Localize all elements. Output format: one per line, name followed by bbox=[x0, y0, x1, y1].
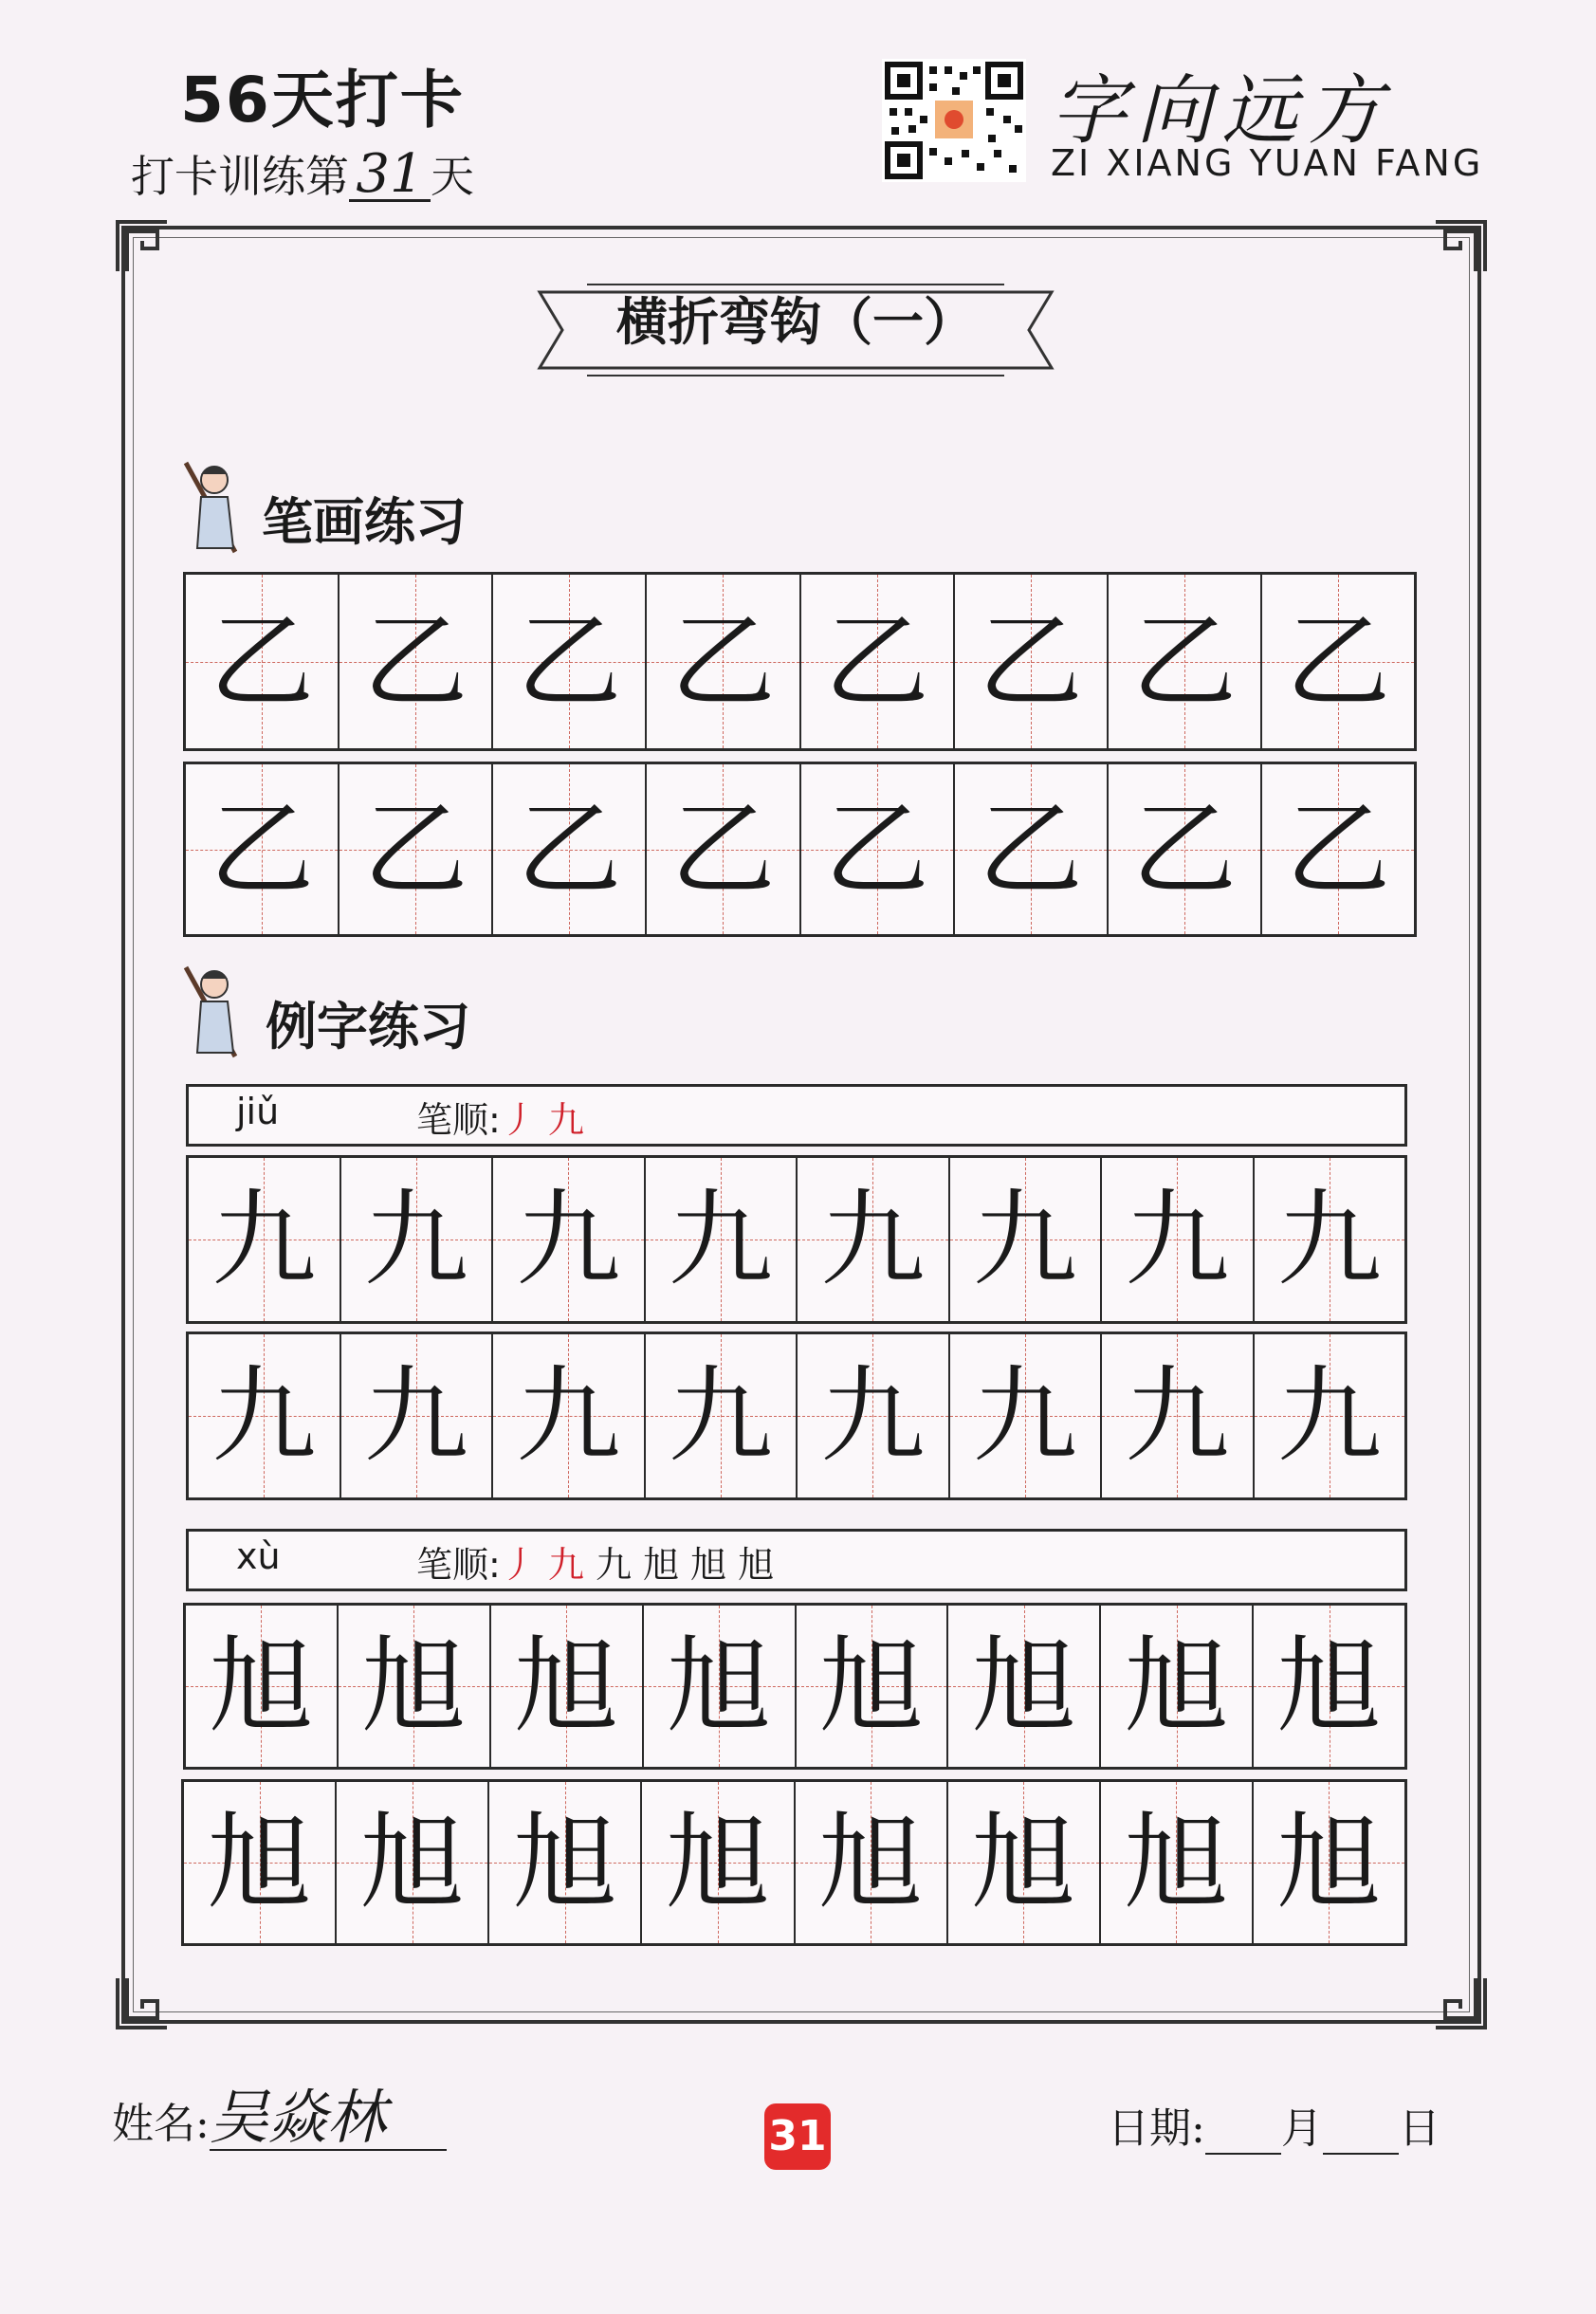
handwritten-glyph: 九 bbox=[820, 1179, 926, 1300]
day-suffix: 天 bbox=[431, 151, 474, 202]
practice-cell[interactable] bbox=[950, 1158, 1103, 1321]
model-glyph: 乙 bbox=[210, 600, 315, 723]
handwritten-glyph: 旭 bbox=[818, 1802, 924, 1923]
practice-cell[interactable] bbox=[186, 575, 339, 748]
practice-cell[interactable] bbox=[1262, 764, 1414, 934]
practice-cell[interactable] bbox=[955, 575, 1109, 748]
stroke-order bbox=[416, 1535, 774, 1588]
practice-cell[interactable] bbox=[341, 1334, 494, 1497]
handwritten-glyph: 九 bbox=[1125, 1179, 1230, 1300]
handwritten-glyph: 旭 bbox=[1276, 1625, 1382, 1747]
handwritten-glyph: 九 bbox=[211, 1355, 317, 1477]
handwritten-glyph: 乙 bbox=[363, 600, 468, 723]
practice-cell[interactable] bbox=[1255, 1334, 1405, 1497]
practice-cell[interactable] bbox=[801, 575, 955, 748]
char2-grid-row-2 bbox=[181, 1779, 1407, 1946]
practice-cell[interactable] bbox=[339, 764, 493, 934]
day-number: 31 bbox=[349, 150, 431, 202]
stroke-order-label: 笔顺: bbox=[416, 1099, 501, 1141]
handwritten-glyph: 九 bbox=[972, 1355, 1077, 1477]
practice-cell[interactable] bbox=[950, 1334, 1103, 1497]
scholar-icon bbox=[178, 958, 245, 1062]
handwritten-glyph: 旭 bbox=[667, 1625, 772, 1747]
handwritten-glyph: 九 bbox=[516, 1179, 621, 1300]
corner-ornament-icon bbox=[114, 218, 171, 275]
practice-cell[interactable] bbox=[1254, 1782, 1404, 1943]
practice-cell[interactable] bbox=[642, 1782, 795, 1943]
name-value[interactable]: 吴焱林 bbox=[210, 2086, 447, 2151]
example-practice-title: 例字练习 bbox=[266, 997, 470, 1056]
char2-grid-row-1 bbox=[183, 1603, 1407, 1770]
handwritten-glyph: 九 bbox=[1276, 1355, 1382, 1477]
practice-cell[interactable] bbox=[798, 1158, 950, 1321]
handwritten-glyph: 旭 bbox=[1124, 1625, 1229, 1747]
handwritten-glyph: 旭 bbox=[514, 1625, 619, 1747]
practice-cell[interactable] bbox=[647, 575, 800, 748]
practice-cell[interactable] bbox=[796, 1782, 948, 1943]
brand-title: 56天打卡 bbox=[180, 64, 465, 137]
practice-cell[interactable] bbox=[186, 764, 339, 934]
practice-cell[interactable] bbox=[1254, 1606, 1404, 1767]
char-info-bar bbox=[186, 1084, 1407, 1147]
practice-cell[interactable] bbox=[189, 1334, 341, 1497]
name-field bbox=[112, 2083, 447, 2152]
stroke-order bbox=[416, 1091, 584, 1143]
handwritten-glyph: 乙 bbox=[978, 788, 1083, 910]
handwritten-glyph: 九 bbox=[668, 1179, 773, 1300]
handwritten-glyph: 九 bbox=[516, 1355, 621, 1477]
corner-ornament-icon bbox=[114, 1974, 171, 2031]
stroke-order-red: 丿 九 bbox=[500, 1099, 584, 1141]
handwritten-glyph: 乙 bbox=[824, 600, 929, 723]
practice-cell[interactable] bbox=[1102, 1334, 1255, 1497]
handwritten-glyph: 旭 bbox=[1276, 1802, 1382, 1923]
practice-cell[interactable] bbox=[801, 764, 955, 934]
handwritten-glyph: 九 bbox=[820, 1355, 926, 1477]
practice-cell[interactable] bbox=[1101, 1606, 1254, 1767]
practice-cell[interactable] bbox=[644, 1606, 797, 1767]
practice-cell[interactable] bbox=[337, 1782, 489, 1943]
handwritten-glyph: 旭 bbox=[971, 1802, 1076, 1923]
handwritten-glyph: 旭 bbox=[1124, 1802, 1229, 1923]
handwritten-glyph: 乙 bbox=[517, 600, 622, 723]
date-field bbox=[1108, 2094, 1440, 2155]
practice-cell[interactable] bbox=[493, 764, 647, 934]
practice-cell[interactable] bbox=[948, 1606, 1101, 1767]
practice-cell[interactable] bbox=[339, 575, 493, 748]
stroke-practice-title: 笔画练习 bbox=[262, 492, 467, 552]
handwritten-glyph: 旭 bbox=[359, 1802, 465, 1923]
handwritten-glyph: 乙 bbox=[1285, 788, 1390, 910]
practice-cell[interactable] bbox=[1109, 764, 1262, 934]
handwritten-glyph: 乙 bbox=[1285, 600, 1390, 723]
month-blank[interactable] bbox=[1205, 2115, 1281, 2155]
handwritten-glyph: 旭 bbox=[207, 1802, 312, 1923]
practice-cell[interactable] bbox=[491, 1606, 644, 1767]
page-number-badge: 31 bbox=[764, 2103, 831, 2170]
practice-cell[interactable] bbox=[955, 764, 1109, 934]
date-label: 日期: bbox=[1108, 2104, 1205, 2153]
handwritten-glyph: 旭 bbox=[971, 1625, 1076, 1747]
handwritten-glyph: 九 bbox=[972, 1179, 1077, 1300]
practice-cell[interactable] bbox=[646, 1334, 798, 1497]
model-glyph: 九 bbox=[211, 1179, 317, 1300]
practice-cell[interactable] bbox=[184, 1782, 337, 1943]
scholar-icon bbox=[178, 453, 245, 558]
qr-code-icon bbox=[882, 59, 1026, 182]
practice-cell[interactable] bbox=[1255, 1158, 1405, 1321]
handwritten-glyph: 乙 bbox=[1131, 788, 1237, 910]
handwritten-glyph: 乙 bbox=[517, 788, 622, 910]
stroke-order-black: 九 旭 旭 旭 bbox=[596, 1544, 775, 1586]
handwritten-glyph: 旭 bbox=[361, 1625, 467, 1747]
handwritten-glyph: 九 bbox=[668, 1355, 773, 1477]
logo-chinese: 字向远方 bbox=[1051, 66, 1392, 155]
handwritten-glyph: 乙 bbox=[670, 600, 776, 723]
stroke-grid-row-2 bbox=[183, 762, 1417, 937]
practice-cell[interactable] bbox=[1262, 575, 1414, 748]
stroke-order-label: 笔顺: bbox=[416, 1544, 501, 1586]
practice-cell[interactable] bbox=[339, 1606, 491, 1767]
day-blank[interactable] bbox=[1323, 2115, 1399, 2155]
handwritten-glyph: 九 bbox=[363, 1179, 468, 1300]
handwritten-glyph: 九 bbox=[1276, 1179, 1382, 1300]
stroke-order-red: 丿 九 bbox=[500, 1544, 584, 1586]
pinyin-label: xù bbox=[236, 1535, 281, 1577]
handwritten-glyph: 旭 bbox=[665, 1802, 770, 1923]
practice-cell[interactable] bbox=[493, 1158, 646, 1321]
handwritten-glyph: 九 bbox=[1125, 1355, 1230, 1477]
handwritten-glyph: 乙 bbox=[978, 600, 1083, 723]
day-label: 日 bbox=[1398, 2104, 1440, 2153]
practice-cell[interactable] bbox=[186, 1606, 339, 1767]
lesson-title: 横折弯钩（一） bbox=[616, 292, 975, 352]
practice-cell[interactable] bbox=[646, 1158, 798, 1321]
handwritten-glyph: 九 bbox=[363, 1355, 468, 1477]
day-counter bbox=[131, 142, 474, 205]
logo-english: ZI XIANG YUAN FANG bbox=[1051, 142, 1484, 184]
practice-cell[interactable] bbox=[1109, 575, 1262, 748]
pinyin-label: jiǔ bbox=[236, 1091, 280, 1132]
day-prefix: 打卡训练第 bbox=[131, 151, 349, 202]
practice-cell[interactable] bbox=[948, 1782, 1101, 1943]
handwritten-glyph: 旭 bbox=[818, 1625, 924, 1747]
char-info-bar bbox=[186, 1529, 1407, 1591]
handwritten-glyph: 乙 bbox=[363, 788, 468, 910]
name-label: 姓名: bbox=[112, 2100, 210, 2148]
model-glyph: 乙 bbox=[210, 788, 315, 910]
handwritten-glyph: 乙 bbox=[670, 788, 776, 910]
handwritten-glyph: 乙 bbox=[1131, 600, 1237, 723]
practice-cell[interactable] bbox=[797, 1606, 949, 1767]
char1-grid-row-2 bbox=[186, 1331, 1407, 1500]
model-glyph: 旭 bbox=[209, 1625, 314, 1747]
handwritten-glyph: 旭 bbox=[512, 1802, 617, 1923]
corner-ornament-icon bbox=[1432, 218, 1489, 275]
char1-grid-row-1 bbox=[186, 1155, 1407, 1324]
practice-cell[interactable] bbox=[493, 1334, 646, 1497]
handwritten-glyph: 乙 bbox=[824, 788, 929, 910]
corner-ornament-icon bbox=[1432, 1974, 1489, 2031]
stroke-grid-row-1 bbox=[183, 572, 1417, 751]
month-label: 月 bbox=[1280, 2104, 1323, 2153]
practice-cell[interactable] bbox=[189, 1158, 341, 1321]
practice-cell[interactable] bbox=[798, 1334, 950, 1497]
practice-cell[interactable] bbox=[493, 575, 647, 748]
practice-cell[interactable] bbox=[489, 1782, 642, 1943]
practice-cell[interactable] bbox=[647, 764, 800, 934]
practice-cell[interactable] bbox=[1102, 1158, 1255, 1321]
practice-cell[interactable] bbox=[1101, 1782, 1254, 1943]
practice-cell[interactable] bbox=[341, 1158, 494, 1321]
